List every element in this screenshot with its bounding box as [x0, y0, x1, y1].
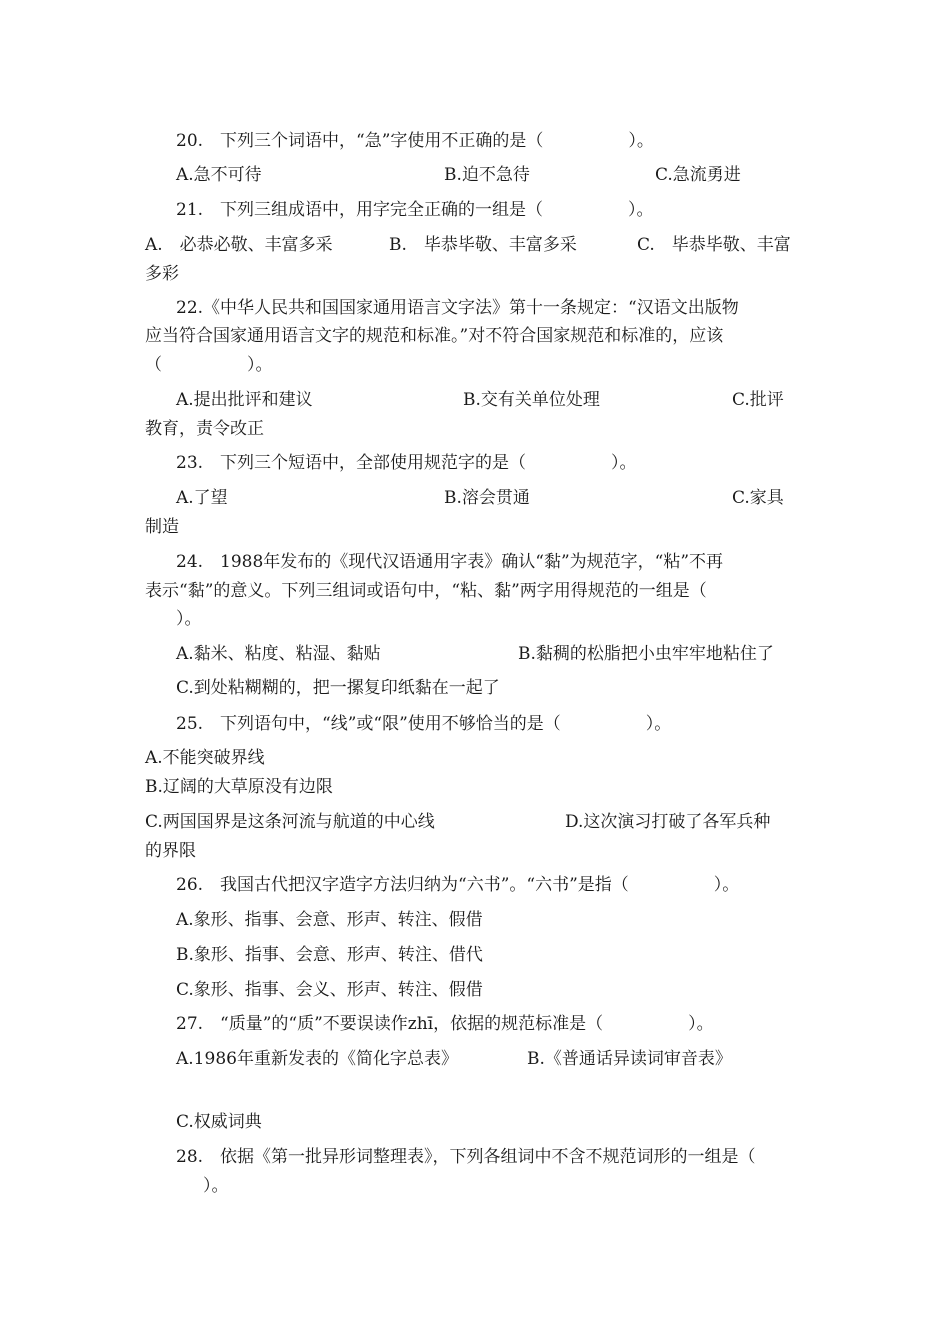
question-24-options [0, 640, 950, 669]
question-23-options [0, 484, 950, 513]
question-22-stem-line3: （ ）。 [145, 355, 273, 375]
option-a: A. 必恭必敬、丰富多采 [145, 235, 333, 255]
question-25-option-b: B.辽阔的大草原没有边限 [145, 777, 333, 797]
question-21-stem: 21. 下列三组成语中，用字完全正确的一组是（ ）。 [176, 200, 654, 220]
option-c: C.家具 [732, 488, 784, 508]
question-20-options [0, 161, 950, 190]
option-c: C.两国国界是这条河流与航道的中心线 [145, 812, 435, 832]
option-b: B.《普通话异读词审音表》 [527, 1049, 732, 1069]
question-22-option-c-cont: 教育，责令改正 [145, 419, 264, 439]
question-24-stem-line2: 表示“黏”的意义。下列三组词或语句中，“粘、黏”两字用得规范的一组是（ [145, 581, 707, 601]
question-22-stem-line2: 应当符合国家通用语言文字的规范和标准。”对不符合国家规范和标准的，应该 [145, 326, 724, 346]
option-a: A.了望 [176, 488, 228, 508]
option-a: A.提出批评和建议 [176, 390, 313, 410]
question-25-options-cd [0, 808, 950, 837]
option-b: B.迫不急待 [444, 165, 530, 185]
question-24-stem-line1: 24. 1988年发布的《现代汉语通用字表》确认“黏”为规范字，“粘”不再 [176, 552, 724, 572]
question-21-options [0, 231, 950, 260]
question-26-option-a: A.象形、指事、会意、形声、转注、假借 [176, 910, 483, 930]
question-22-stem-line1: 22.《中华人民共和国国家通用语言文字法》第十一条规定：“汉语文出版物 [176, 298, 739, 318]
question-27-options [0, 1045, 950, 1074]
option-a: A.1986年重新发表的《简化字总表》 [176, 1049, 458, 1069]
question-27-stem: 27. “质量”的“质”不要误读作zhī，依据的规范标准是（ ）。 [176, 1014, 714, 1034]
option-c: C.批评 [732, 390, 784, 410]
question-23-option-c-cont: 制造 [145, 517, 179, 537]
option-b: B.交有关单位处理 [463, 390, 600, 410]
question-26-option-b: B.象形、指事、会意、形声、转注、借代 [176, 945, 483, 965]
option-b: B.溶会贯通 [444, 488, 530, 508]
question-25-option-d-cont: 的界限 [145, 841, 196, 861]
option-c: C.急流勇进 [655, 165, 741, 185]
option-d: D.这次演习打破了各军兵种 [565, 812, 771, 832]
question-26-stem: 26. 我国古代把汉字造字方法归纳为“六书”。“六书”是指（ ）。 [176, 875, 740, 895]
option-b: B. 毕恭毕敬、丰富多采 [389, 235, 577, 255]
option-c: C. 毕恭毕敬、丰富 [637, 235, 791, 255]
question-25-stem: 25. 下列语句中，“线”或“限”使用不够恰当的是（ ）。 [176, 714, 672, 734]
question-28-stem-line2: ）。 [203, 1176, 229, 1196]
question-23-stem: 23. 下列三个短语中，全部使用规范字的是（ ）。 [176, 453, 637, 473]
question-21-option-c-cont: 多彩 [145, 264, 179, 284]
option-a: A.急不可待 [176, 165, 262, 185]
question-20-stem: 20. 下列三个词语中，“急”字使用不正确的是（ ）。 [176, 131, 654, 151]
question-27-option-c: C.权威词典 [176, 1112, 262, 1132]
question-22-options [0, 386, 950, 415]
question-24-option-c: C.到处粘糊糊的，把一摞复印纸黏在一起了 [176, 678, 500, 698]
question-24-stem-line3: ）。 [176, 609, 202, 629]
question-28-stem-line1: 28. 依据《第一批异形词整理表》，下列各组词中不含不规范词形的一组是（ [176, 1147, 756, 1167]
question-25-option-a: A.不能突破界线 [145, 748, 265, 768]
option-b: B.黏稠的松脂把小虫牢牢地粘住了 [518, 644, 774, 664]
option-a: A.黏米、粘度、粘湿、黏贴 [176, 644, 381, 664]
question-26-option-c: C.象形、指事、会义、形声、转注、假借 [176, 980, 483, 1000]
